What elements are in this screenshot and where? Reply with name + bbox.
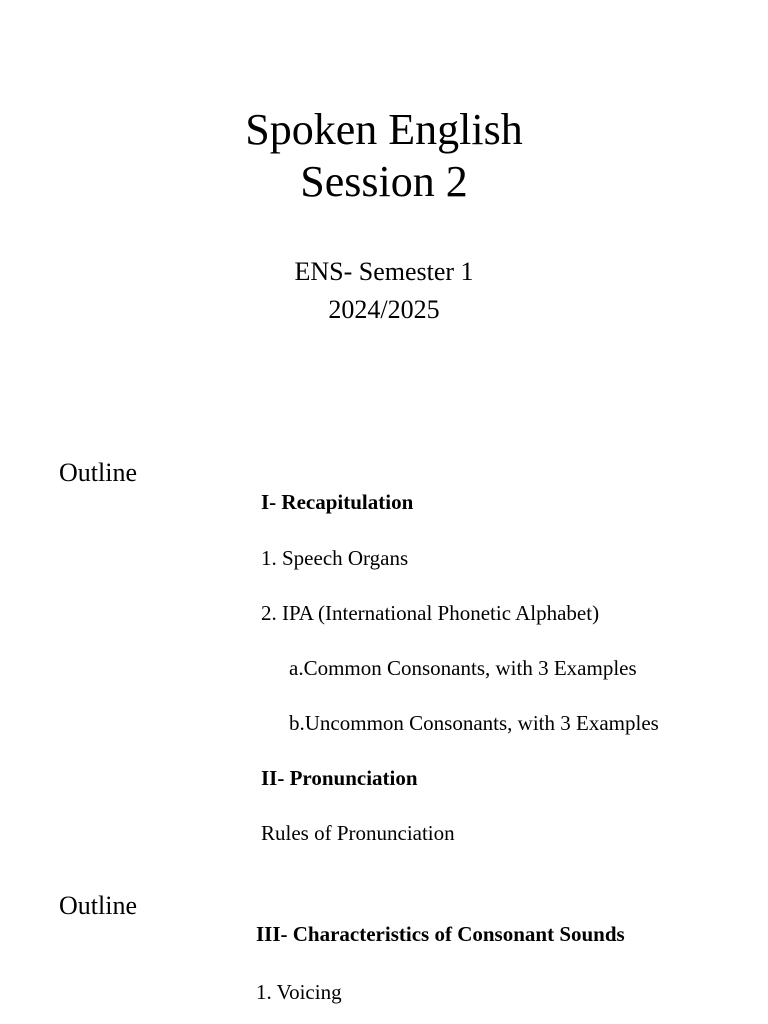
sub-item-common-consonants bbox=[289, 658, 637, 679]
title-line-2: Session 2 bbox=[300, 157, 468, 206]
list-item-voicing bbox=[256, 982, 342, 1003]
section-consonant-characteristics-heading: III- Characteristics of Consonant Sounds bbox=[256, 922, 625, 946]
subtitle-year: 2024/2025 bbox=[328, 295, 440, 324]
section-pronunciation-heading: II- Pronunciation bbox=[261, 766, 418, 790]
list-item-ipa bbox=[261, 603, 599, 624]
outline-heading-1: Outline bbox=[59, 458, 137, 487]
list-marker: b. bbox=[289, 711, 305, 735]
list-marker: 1. bbox=[261, 546, 277, 570]
list-item-speech-organs bbox=[261, 548, 408, 569]
section-recapitulation-heading: I- Recapitulation bbox=[261, 490, 414, 514]
subtitle-course: ENS- Semester 1 bbox=[294, 257, 474, 286]
list-marker: 2. bbox=[261, 601, 277, 625]
list-item-text: Voicing bbox=[276, 980, 342, 1004]
list-item-text: Speech Organs bbox=[282, 546, 409, 570]
sub-item-uncommon-consonants bbox=[289, 713, 659, 734]
rules-of-pronunciation-text: Rules of Pronunciation bbox=[261, 821, 455, 845]
list-marker: 1. bbox=[256, 980, 272, 1004]
outline-heading-2: Outline bbox=[59, 891, 137, 920]
title-line-1: Spoken English bbox=[245, 105, 523, 154]
list-item-text: Uncommon Consonants, with 3 Examples bbox=[304, 711, 659, 735]
list-marker: a. bbox=[289, 656, 304, 680]
list-item-text: IPA (International Phonetic Alphabet) bbox=[282, 601, 600, 625]
list-item-text: Common Consonants, with 3 Examples bbox=[303, 656, 637, 680]
